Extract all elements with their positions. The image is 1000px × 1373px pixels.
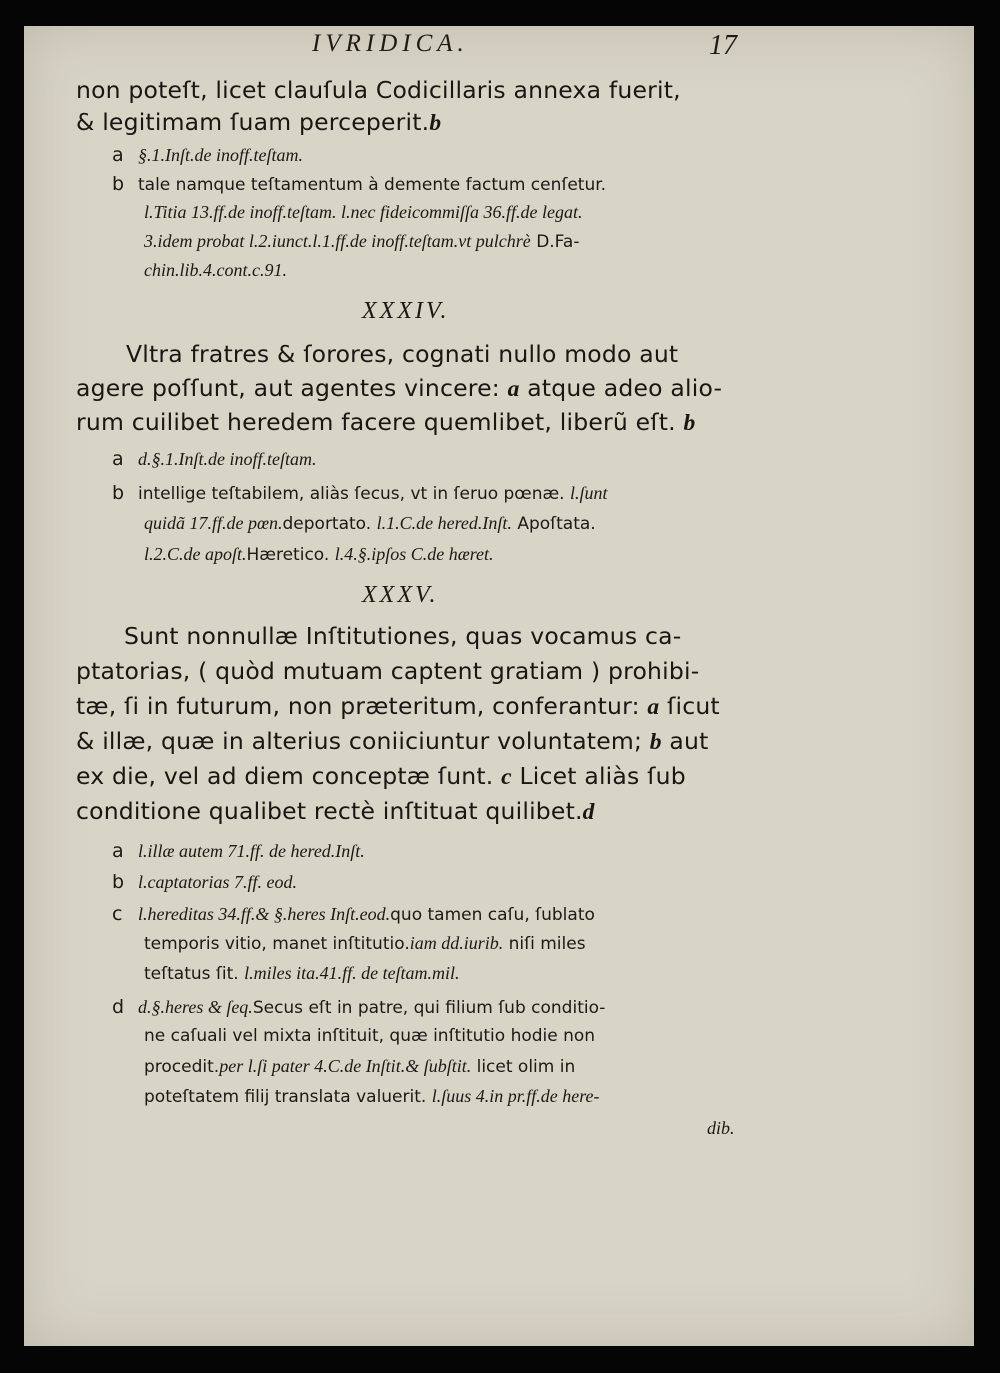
footnote <box>112 903 595 925</box>
catchword <box>707 1118 735 1139</box>
footnote <box>112 840 365 862</box>
body-text: atque adeo alio- <box>527 374 723 402</box>
citation: l.hereditas 34.ff.& §.heres Inſt.eod. <box>138 904 391 924</box>
paragraph-line <box>76 408 695 437</box>
body-text: Licet aliàs ſub <box>519 762 686 790</box>
footnote-text: Apoſtata. <box>517 514 596 534</box>
paragraph-line <box>76 374 722 403</box>
body-text: & legitimam ſuam perceperit. <box>76 108 430 136</box>
footnote-continuation <box>144 1056 575 1077</box>
footnote <box>112 144 303 166</box>
citation: iam dd.iurib. <box>409 933 504 953</box>
footnote-label: b <box>112 871 125 893</box>
citation: l.1.C.de hered.Inſt. <box>376 513 512 533</box>
footnote-continuation <box>144 1086 600 1107</box>
paragraph-line <box>126 340 678 368</box>
citation: quidã 17.ff.de pœn. <box>144 513 283 533</box>
footnote <box>112 482 608 504</box>
footnote-text: ne caſuali vel mixta inſtituit, quæ inſtitutio hodie non <box>144 1026 596 1046</box>
footnote-label: a <box>112 840 124 862</box>
paragraph-line <box>76 692 720 721</box>
footnote-continuation <box>144 544 494 565</box>
citation: l.captatorias 7.ff. eod. <box>138 872 297 892</box>
page-number: 17 <box>709 30 737 61</box>
paragraph-line <box>76 797 595 826</box>
footnote-continuation <box>144 260 287 281</box>
footnote-marker: b <box>649 729 662 755</box>
footnote-text: deportato. <box>282 514 372 534</box>
footnote-text: niſi miles <box>508 934 586 954</box>
running-head: IVRIDICA. <box>312 30 469 57</box>
paragraph-line <box>124 622 681 650</box>
footnote-text: quo tamen caſu, ſublato <box>390 905 595 925</box>
footnote-text: intellige teſtabilem, aliàs ſecus, vt in ſeruo pœnæ. <box>138 484 565 504</box>
footnote-marker: a <box>647 694 660 720</box>
footnote-text: procedit. <box>144 1057 220 1077</box>
section-heading: XXXV. <box>362 582 439 608</box>
citation: l.4.§.ipſos C.de hæret. <box>334 544 494 564</box>
footnote-text: tale namque teſtamentum à demente factum cenſetur. <box>138 175 607 195</box>
citation: l.2.C.de apoſt. <box>144 544 247 564</box>
paragraph-line <box>76 727 708 756</box>
citation: l.ſuus 4.in pr.ff.de here- <box>431 1086 600 1106</box>
footnote-marker: b <box>429 110 442 136</box>
footnote-label: b <box>112 173 125 195</box>
citation: §.1.Inſt.de inoff.teſtam. <box>138 145 303 165</box>
footnote-marker: b <box>683 410 696 436</box>
paragraph-line <box>76 762 686 791</box>
page-header <box>24 28 974 62</box>
catchword-text: dib. <box>707 1118 735 1138</box>
footnote-text: Hæretico. <box>246 545 330 565</box>
footnote <box>112 173 606 195</box>
footnote-continuation <box>144 513 596 534</box>
footnote <box>112 448 316 470</box>
footnote-marker: d <box>582 799 595 825</box>
paragraph-line <box>76 108 441 137</box>
footnote-continuation <box>144 1026 595 1046</box>
body-text: ex die, vel ad diem conceptæ ſunt. <box>76 762 494 790</box>
footnote-text: D.Fa- <box>536 232 580 252</box>
body-text: ptatorias, ( quòd mutuam captent gratiam ) prohibi- <box>76 657 700 685</box>
body-text: ſicut <box>667 692 720 720</box>
citation: per l.ſi pater 4.C.de Inſtit.& ſubſtit. <box>219 1056 472 1076</box>
footnote-label: a <box>112 448 124 470</box>
footnote-continuation <box>144 202 582 223</box>
citation: d.§.1.Inſt.de inoff.teſtam. <box>138 449 317 469</box>
citation: l.miles ita.41.ff. de teſtam.mil. <box>244 963 460 983</box>
footnote-continuation <box>144 963 460 984</box>
footnote-label: d <box>112 996 125 1018</box>
footnote-text: Secus eſt in patre, qui filium ſub conditio- <box>252 998 606 1018</box>
body-text: Sunt nonnullæ Inſtitutiones, quas vocamus ca- <box>124 622 682 650</box>
footnote <box>112 996 605 1018</box>
body-text: non poteſt, licet clauſula Codicillaris annexa fuerit, <box>76 76 681 104</box>
section-heading: XXXIV. <box>362 298 450 324</box>
citation: l.illæ autem 71.ff. de hered.Inſt. <box>138 841 365 861</box>
paragraph-line <box>76 76 681 104</box>
body-text: tæ, ſi in futurum, non præteritum, conferantur: <box>76 692 640 720</box>
body-text: rum cuilibet heredem facere quemlibet, liberũ eſt. <box>76 408 676 436</box>
footnote-text: temporis vitio, manet inſtitutio. <box>144 934 410 954</box>
footnote-label: a <box>112 144 124 166</box>
body-text: aut <box>669 727 709 755</box>
citation: 3.idem probat l.2.iunct.l.1.ff.de inoff.teſtam.vt pulchrè <box>144 231 531 251</box>
footnote-text: teſtatus ſit. <box>144 964 239 984</box>
footnote-continuation <box>144 231 579 252</box>
citation: l.ſunt <box>569 483 608 503</box>
book-page <box>24 26 974 1346</box>
citation: d.§.heres & ſeq. <box>138 997 253 1017</box>
footnote-marker: c <box>501 764 512 790</box>
footnote <box>112 871 297 893</box>
footnote-continuation <box>144 933 586 954</box>
footnote-marker: a <box>507 376 520 402</box>
paragraph-line <box>76 657 699 685</box>
footnote-label: b <box>112 482 125 504</box>
citation: l.Titia 13.ff.de inoff.teſtam. l.nec fideicommiſſa 36.ff.de legat. <box>144 202 583 222</box>
citation: chin.lib.4.cont.c.91. <box>144 260 287 280</box>
body-text: conditione qualibet rectè inſtituat quilibet. <box>76 797 583 825</box>
body-text: Vltra fratres & ſorores, cognati nullo modo aut <box>126 340 679 368</box>
body-text: agere poſſunt, aut agentes vincere: <box>76 374 500 402</box>
footnote-label: c <box>112 903 123 925</box>
body-text: & illæ, quæ in alterius coniiciuntur voluntatem; <box>76 727 643 755</box>
footnote-text: licet olim in <box>476 1057 576 1077</box>
footnote-text: poteſtatem filij translata valuerit. <box>144 1087 427 1107</box>
